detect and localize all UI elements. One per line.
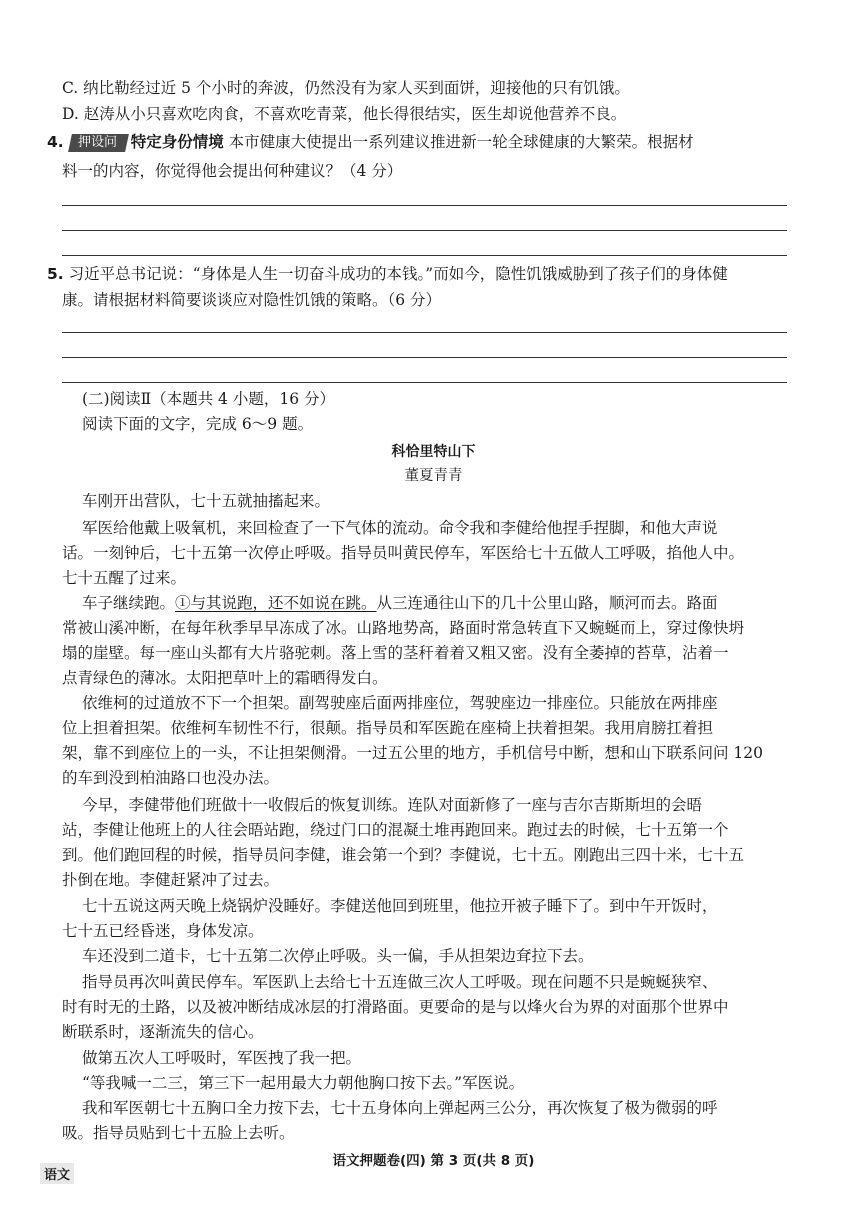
question-4-lead: 特定身份情境 (130, 133, 224, 151)
question-5-text: 习近平总书记说：“身体是人生一切奋斗成功的本钱。”而如今，隐性饥饿威胁到了孩子们的身体健 (68, 265, 728, 283)
story-line: 到。他们跑回程的时候，指导员问李健，谁会第一个到？李健说，七十五。刚跑出三四十米，七十五 (62, 846, 745, 864)
story-paragraph: “等我喊一二三，第三下一起用最大力朝他胸口按下去。”军医说。 (82, 1074, 525, 1092)
story-line: 塌的崖壁。每一座山头都有大片骆驼刺。落上雪的茎秆着着又粗又密。没有全萎掉的苔草，沾着一 (62, 644, 729, 662)
story-paragraph: 今早，李健带他们班做十一收假后的恢复训练。连队对面新修了一座与吉尔吉斯斯坦的会晤 (82, 796, 703, 814)
section-heading: (二)阅读Ⅱ（本题共 4 小题，16 分） (82, 390, 335, 408)
story-paragraph: 军医给他戴上吸氧机，来回检查了一下气体的流动。命令我和李健给他捏手捏脚，和他大声说 (82, 519, 718, 537)
story-line: 话。一刻钟后，七十五第一次停止呼吸。指导员叫黄民停车，军医给七十五做人工呼吸，掐他人中。 (62, 544, 745, 562)
answer-line[interactable] (62, 332, 787, 333)
story-paragraph: 车子继续跑。①与其说跑，还不如说在跳。从三连通往山下的几十公里山路，顺河而去。路面 (82, 594, 718, 612)
story-paragraph: 依维柯的过道放不下一个担架。副驾驶座后面两排座位，驾驶座边一排座位。只能放在两排座 (82, 694, 718, 712)
story-paragraph: 车刚开出营队，七十五就抽搐起来。 (82, 492, 331, 510)
question-4-line-2: 料一的内容，你觉得他会提出何种建议？（4 分） (62, 162, 403, 180)
page-footer: 语文押题卷(四) 第 3 页(共 8 页) (332, 1153, 535, 1169)
answer-line[interactable] (62, 205, 787, 206)
story-line: 扑倒在地。李健赶紧冲了过去。 (62, 871, 280, 889)
story-line: 七十五醒了过来。 (62, 569, 187, 587)
story-paragraph: 我和军医朝七十五胸口全力按下去，七十五身体向上弹起两三公分，再次恢复了极为微弱的呼 (82, 1099, 718, 1117)
story-line: 断联系时，逐渐流失的信心。 (62, 1023, 264, 1041)
story-paragraph: 车还没到二道卡，七十五第二次停止呼吸。头一偏，手从担架边耷拉下去。 (82, 947, 594, 965)
question-5-line-1 (47, 263, 807, 285)
story-line: 常被山溪冲断，在每年秋季早早冻成了冰。山路地势高，路面时常急转直下又蜿蜒而上，穿过像快坍 (62, 619, 745, 637)
story-line: 时有时无的土路，以及被冲断结成冰层的打滑路面。更要命的是与以烽火台为界的对面那个世界中 (62, 998, 729, 1016)
story-line: 的车到没到柏油路口也没办法。 (62, 769, 280, 787)
story-paragraph: 做第五次人工呼吸时，军医拽了我一把。 (82, 1049, 362, 1067)
question-5-line-2: 康。请根据材料简要谈谈应对隐性饥饿的策略。（6 分） (62, 291, 442, 309)
story-line: 位上担着担架。依维柯车韧性不行，很颠。指导员和军医跪在座椅上扶着担架。我用肩膀扛着担 (62, 719, 714, 737)
story-line: 吸。指导员贴到七十五脸上去听。 (62, 1124, 295, 1142)
question-4-text: 本市健康大使提出一系列建议推进新一轮全球健康的大繁荣。根据材 (228, 133, 694, 151)
answer-line[interactable] (62, 357, 787, 358)
section-instruction: 阅读下面的文字，完成 6～9 题。 (82, 415, 314, 433)
story-paragraph: 七十五说这两天晚上烧锅炉没睡好。李健送他回到班里，他拉开被子睡下了。到中午开饭时， (82, 897, 718, 915)
answer-line[interactable] (62, 382, 787, 383)
story-title: 科恰里特山下 (391, 444, 476, 460)
story-line: 点青绿色的薄冰。太阳把草叶上的霜晒得发白。 (62, 669, 388, 687)
story-line: 站，李健让他班上的人往会晤站跑，绕过门口的混凝土堆再跑回来。跑过去的时候，七十五第一个 (62, 821, 729, 839)
story-author: 董夏青青 (404, 468, 463, 484)
subject-label: 语文 (40, 1163, 74, 1184)
question-tag: 押设问 (68, 134, 129, 152)
answer-line[interactable] (62, 230, 787, 231)
story-line: 七十五已经昏迷，身体发凉。 (62, 922, 264, 940)
story-line: 架，靠不到座位上的一头，不让担架侧滑。一过五公里的地方，手机信号中断，想和山下联系问问 120 (62, 744, 764, 762)
answer-line[interactable] (62, 255, 787, 256)
question-4-line-1 (47, 131, 807, 153)
story-paragraph: 指导员再次叫黄民停车。军医趴上去给七十五连做三次人工呼吸。现在问题不只是蜿蜒狭窄、 (82, 973, 718, 991)
option-c: C. 纳比勒经过近 5 个小时的奔波，仍然没有为家人买到面饼，迎接他的只有饥饿。 (62, 79, 630, 97)
question-5-number: 5. (47, 265, 64, 283)
question-4-number: 4. (47, 133, 64, 151)
underlined-sentence-1: ①与其说跑，还不如说在跳。 (175, 594, 377, 612)
option-d: D. 赵涛从小只喜欢吃肉食，不喜欢吃青菜，他长得很结实，医生却说他营养不良。 (62, 105, 627, 123)
